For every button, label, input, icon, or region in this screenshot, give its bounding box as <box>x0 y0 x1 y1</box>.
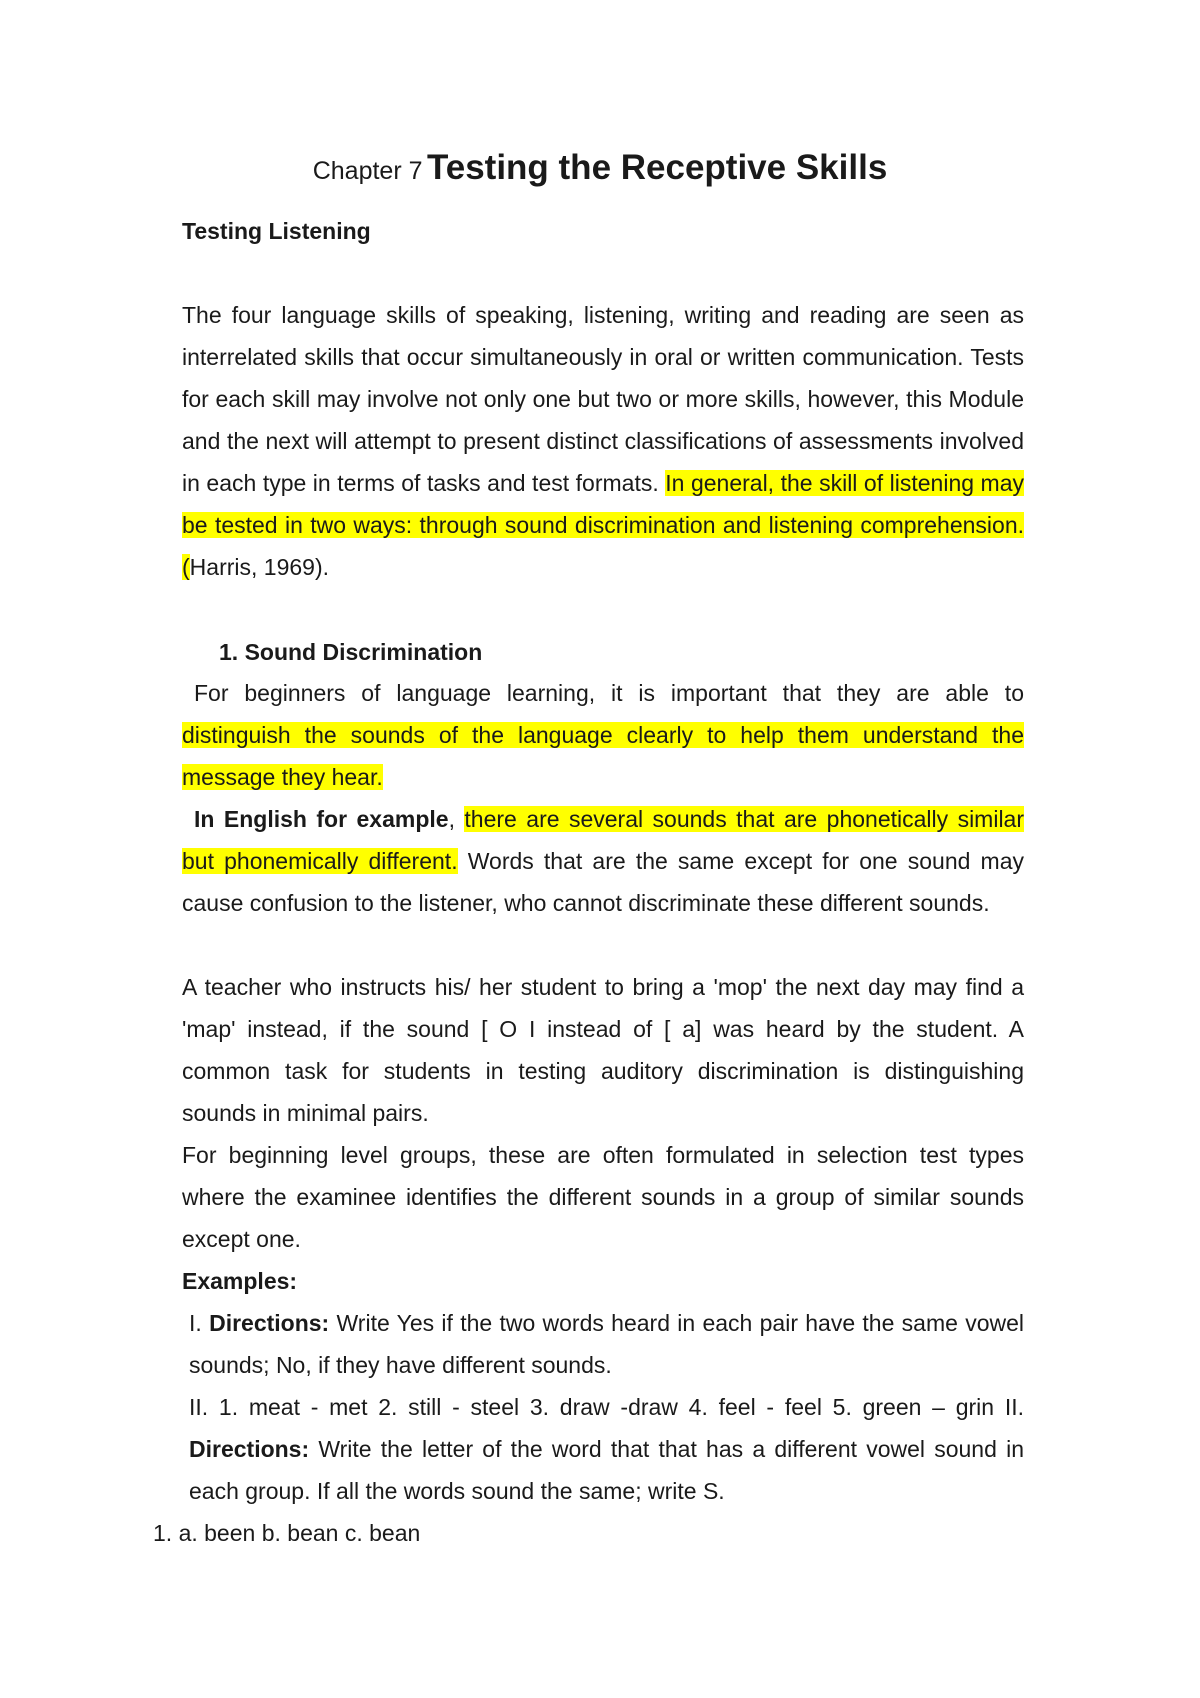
directions-1-text: Write Yes if the two words heard in each pair have the same vowel sounds; No, if they have different sounds. <box>189 1310 1025 1378</box>
sound-discrimination-heading: 1. Sound Discrimination <box>219 639 483 665</box>
english-example-comma: , <box>448 806 465 832</box>
intro-text: The four language skills of speaking, listening, writing and reading are seen as interrelated skills that occur simultaneously in oral or written communication. Tests for each skill may involve not only one but two or more skills, however, this Module and the next will attempt to present distinct classifications of assessments involved in each type in terms of tasks and test formats. <box>182 302 1024 496</box>
directions-2-text: Write the letter of the word that that has a different vowel sound in each group. If all the words sound the same; write S. <box>189 1436 1024 1504</box>
english-example-bold: In English for example <box>194 806 449 832</box>
examples-label: Examples: <box>182 1268 298 1294</box>
word-pairs-line: II. 1. meat - met 2. still - steel 3. draw -draw 4. feel - feel 5. green – grin II. <box>189 1394 1024 1420</box>
english-example-paragraph <box>182 798 1024 924</box>
directions-1-label: Directions: <box>209 1310 330 1336</box>
directions-1-paragraph <box>189 1302 1024 1386</box>
example-item-1: 1. a. been b. bean c. bean <box>153 1520 421 1546</box>
english-example-rest: Words that are the same except for one sound may cause confusion to the listener, who cannot discriminate these different sounds. <box>182 848 1024 916</box>
directions-1-prefix: I. <box>189 1310 210 1336</box>
beginning-level-paragraph: For beginning level groups, these are often formulated in selection test types where the examinee identifies the different sounds in a group of similar sounds except one. <box>182 1142 1024 1252</box>
english-example-highlight: there are several sounds that are phonetically similar but phonemically different. <box>182 806 1025 874</box>
intro-paragraph <box>182 294 1024 588</box>
directions-2-label: Directions: <box>189 1436 310 1462</box>
chapter-label: Chapter 7 <box>312 157 423 185</box>
directions-2-paragraph <box>189 1428 1024 1512</box>
intro-highlight: In general, the skill of listening may be tested in two ways: through sound discrimination and listening comprehension.( <box>182 470 1024 580</box>
beginners-text: For beginners of language learning, it is important that they are able to <box>194 680 1024 706</box>
beginners-paragraph <box>182 672 1024 798</box>
intro-citation: Harris, 1969). <box>189 554 329 580</box>
mop-map-paragraph: A teacher who instructs his/ her student to bring a 'mop' the next day may find a 'map' instead, if the sound [ O I instead of [ a] was heard by the student. A common task for students in testing auditory discrimination is distinguishing sounds in minimal pairs. <box>182 974 1024 1126</box>
chapter-title: Testing the Receptive Skills <box>426 148 888 187</box>
section-heading: Testing Listening <box>182 218 371 244</box>
beginners-highlight: distinguish the sounds of the language clearly to help them understand the message they hear. <box>182 722 1024 790</box>
page-title <box>0 146 1200 197</box>
